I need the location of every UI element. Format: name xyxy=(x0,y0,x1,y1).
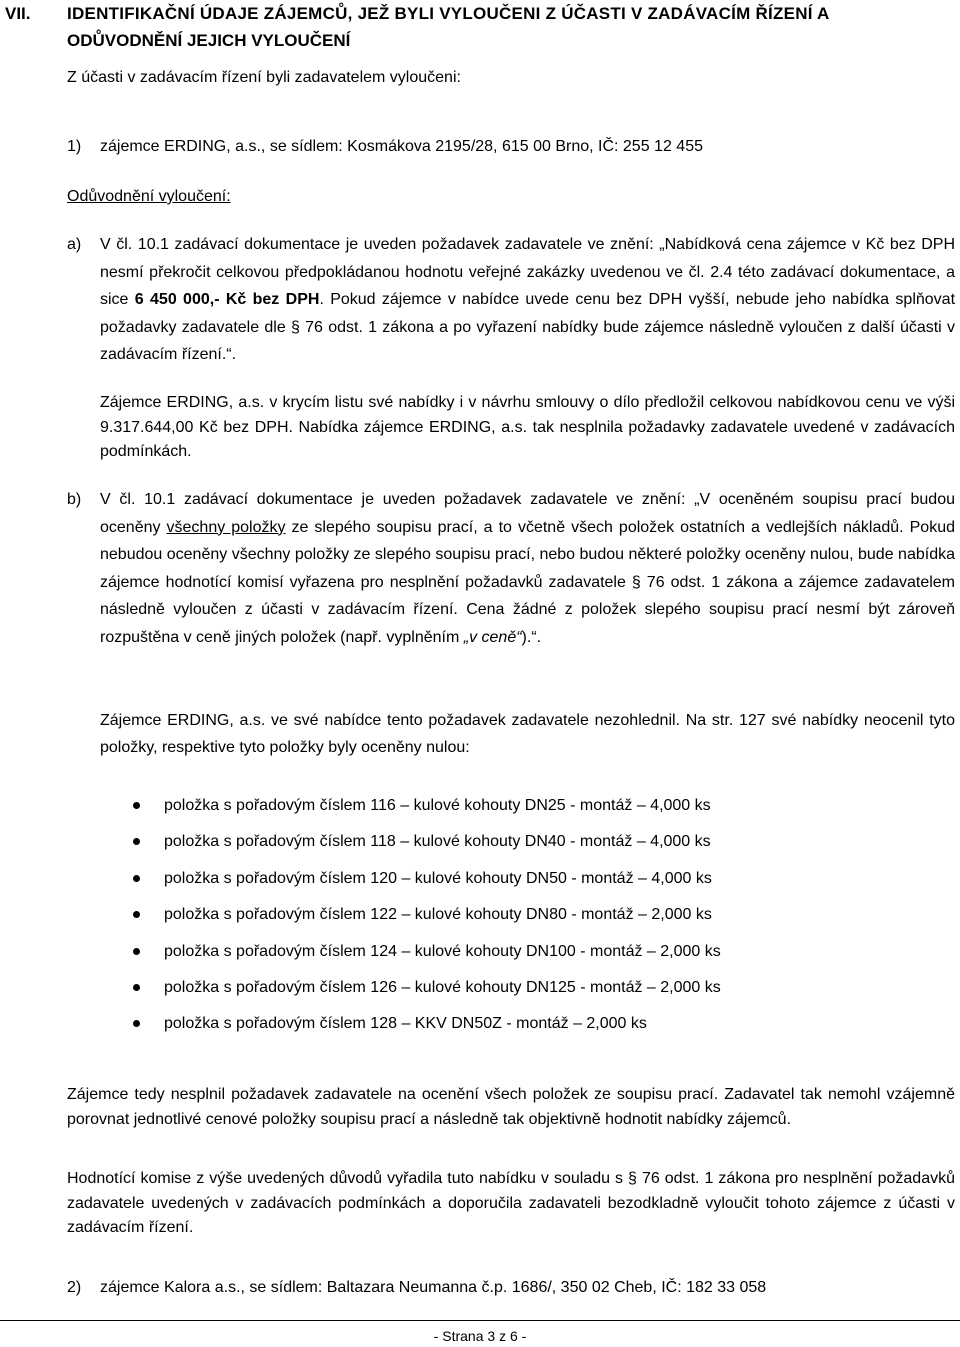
footer-divider xyxy=(0,1320,960,1321)
section-title-line2: ODŮVODNĚNÍ JEJICH VYLOUČENÍ xyxy=(67,31,351,50)
point-b-p1-text3: ).“. xyxy=(521,628,542,646)
point-a-p1-text2: . Pokud zájemce v nabídce uvede cenu bez DPH vyšší, nebude jeho nabídka splňovat požadavky zadavatele dle § 76 odst. 1 zákona a po vyřazení nabídky bude zájemce následně vyloučen z další účasti v zadávacím řízení.“. xyxy=(100,291,956,363)
bullet-icon xyxy=(133,875,140,882)
list-item-text: položka s pořadovým číslem 124 – kulové kohouty DN100 - montáž – 2,000 ks xyxy=(164,943,721,960)
list-item-text: položka s pořadovým číslem 120 – kulové kohouty DN50 - montáž – 4,000 ks xyxy=(164,870,712,887)
point-b-paragraph1 xyxy=(100,486,955,651)
point-b-p1-italic: „v ceně“ xyxy=(463,628,522,646)
applicant1-number: 1) xyxy=(67,138,82,155)
list-item-text: položka s pořadovým číslem 118 – kulové kohouty DN40 - montáž – 4,000 ks xyxy=(164,833,711,850)
list-item-text: položka s pořadovým číslem 126 – kulové kohouty DN125 - montáž – 2,000 ks xyxy=(164,979,721,996)
conclusion-paragraph2: Hodnotící komise z výše uvedených důvodů vyřadila tuto nabídku v souladu s § 76 odst. 1 zákona pro nesplnění požadavků zadavatele uvedených v zadávacích podmínkách a doporučila zadavateli bezodkladně vyloučit tohoto zájemce z účasti v zadávacím řízení. xyxy=(67,1170,955,1236)
section-intro: Z účasti v zadávacím řízení byli zadavatelem vyloučeni: xyxy=(67,69,461,86)
list-item-text: položka s pořadovým číslem 116 – kulové kohouty DN25 - montáž – 4,000 ks xyxy=(164,797,711,814)
bullet-icon xyxy=(133,984,140,991)
bullet-icon xyxy=(133,911,140,918)
conclusion-paragraph1: Zájemce tedy nesplnil požadavek zadavatele na ocenění všech položek ze soupisu prací. Zadavatel tak nemohl vzájemně porovnat jednotlivé cenové položky soupisu prací a následně tak objektivně hodnotit nabídky zájemců. xyxy=(67,1086,955,1128)
point-a-label: a) xyxy=(67,236,82,253)
section-title-line1: IDENTIFIKAČNÍ ÚDAJE ZÁJEMCŮ, JEŽ BYLI VYLOUČENI Z ÚČASTI V ZADÁVACÍM ŘÍZENÍ A xyxy=(67,4,830,23)
point-a-paragraph2: Zájemce ERDING, a.s. v krycím listu své nabídky i v návrhu smlouvy o dílo předložil celkovou nabídkovou cenu ve výši 9.317.644,00 Kč bez DPH. Nabídka zájemce ERDING, a.s. tak nesplnila požadavky zadavatele uvedené v zadávacích podmínkách. xyxy=(100,394,955,460)
point-b-p1-text2: ze slepého soupisu prací, a to včetně všech položek ostatních a vedlejších nákladů. Pokud nebudou oceněny všechny položky ze slepého soupisu prací, nebo budou některé položky oceněny nulou, bude nabídka zájemce hodnotící komisí vyřazena pro nesplnění požadavků zadavatele § 76 odst. 1 zákona a zájemce zadavatelem následně vyloučen z účasti v zadávacím řízení. Cena žádné z položek slepého soupisu prací nesmí být zároveň rozpuštěna v ceně jiných položek (např. vyplněním xyxy=(100,518,956,646)
applicant1-text: zájemce ERDING, a.s., se sídlem: Kosmákova 2195/28, 615 00 Brno, IČ: 255 12 455 xyxy=(100,138,703,155)
list-item-text: položka s pořadovým číslem 128 – KKV DN50Z - montáž – 2,000 ks xyxy=(164,1015,647,1032)
applicant2-text: zájemce Kalora a.s., se sídlem: Baltazara Neumanna č.p. 1686/, 350 02 Cheb, IČ: 182 33 058 xyxy=(100,1279,767,1296)
section-number: VII. xyxy=(5,4,31,23)
point-a-p1-bold: 6 450 000,- Kč bez DPH xyxy=(134,291,320,308)
point-b-paragraph2: Zájemce ERDING, a.s. ve své nabídce tento požadavek zadavatele nezohlednil. Na str. 127 své nabídky neocenil tyto položky, respektive tyto položky byly oceněny nulou: xyxy=(100,712,955,756)
point-b-p1-text1: V čl. 10.1 zadávací dokumentace je uveden požadavek zadavatele ve znění: „V oceněném soupisu prací budou oceněny xyxy=(100,491,955,536)
bullet-icon xyxy=(133,948,140,955)
bullet-icon xyxy=(133,838,140,845)
page-number: - Strana 3 z 6 - xyxy=(433,1328,527,1344)
point-a-p1-text1: V čl. 10.1 zadávací dokumentace je uveden požadavek zadavatele ve znění: „Nabídková cena zájemce v Kč bez DPH nesmí překročit celkovou předpokládanou hodnotu veřejné zakázky uvedenou ve čl. 2.4 této zadávací dokumentace, a sice xyxy=(100,236,955,308)
bullet-icon xyxy=(133,802,140,809)
point-b-p1-underline: všechny položky xyxy=(166,518,286,536)
point-a-paragraph1 xyxy=(100,231,955,369)
justification-heading: Odůvodnění vyloučení: xyxy=(67,188,231,205)
list-item-text: položka s pořadovým číslem 122 – kulové kohouty DN80 - montáž – 2,000 ks xyxy=(164,906,712,923)
point-b-label: b) xyxy=(67,491,82,508)
bullet-icon xyxy=(133,1020,140,1027)
applicant2-number: 2) xyxy=(67,1279,82,1296)
